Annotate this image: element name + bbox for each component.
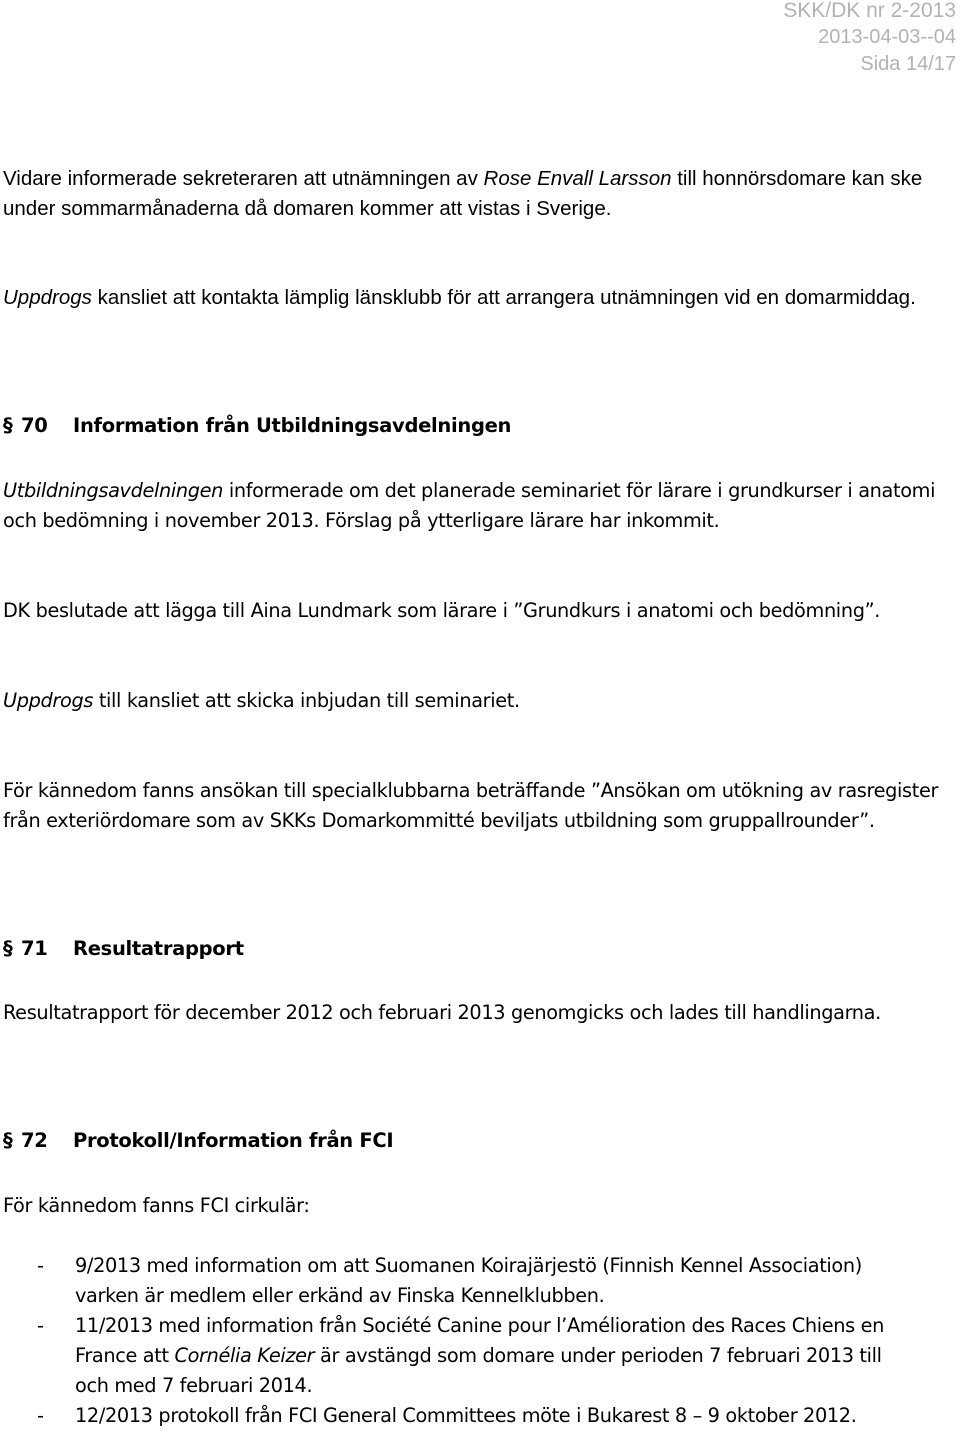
section-70-paragraph-1: [3, 476, 953, 536]
page-number: Sida 14/17: [860, 53, 956, 75]
section-number: 72: [21, 1129, 48, 1152]
intro-paragraph-1: [3, 164, 953, 224]
fci-circular-list: [3, 1251, 903, 1431]
list-item-text: 12/2013 protokoll från FCI General Committees möte i Bukarest 8 – 9 oktober 2012.: [75, 1404, 857, 1427]
paragraph-text: För kännedom fanns ansökan till specialklubbarna beträffande ”Ansökan om utökning av rasregister från exteriördomare som av SKKs Domarkommitté beviljats utbildning som gruppallrounder”.: [3, 779, 939, 832]
intro-text: kansliet att kontakta lämplig länsklubb för att arrangera utnämningen vid en domarmiddag.: [91, 286, 916, 309]
intro-text: Vidare informerade sekreteraren att utnämningen av: [3, 167, 484, 190]
list-item-text: 11/2013 med information från Société Canine pour l’Amélioration des Races Chiens en France att: [75, 1314, 884, 1367]
intro-paragraph-2: [3, 283, 953, 313]
section-number: 70: [21, 414, 48, 437]
paragraph-text: till kansliet att skicka inbjudan till seminariet.: [93, 689, 520, 712]
paragraph-text: För kännedom fanns FCI cirkulär:: [3, 1194, 310, 1217]
document-reference: SKK/DK nr 2-2013: [783, 0, 956, 22]
intro-text: till honnörsdomare kan ske under sommarmånaderna då domaren kommer att vistas i Sverige.: [3, 167, 923, 220]
section-70-paragraph-3: [3, 686, 953, 716]
list-item: [3, 1311, 903, 1401]
list-dash: -: [37, 1314, 44, 1337]
section-71-heading: [3, 934, 953, 964]
section-sign: §: [3, 1129, 13, 1152]
section-number: 71: [21, 937, 48, 960]
list-item: [3, 1251, 903, 1311]
list-dash: -: [37, 1254, 44, 1277]
paragraph-text: Resultatrapport för december 2012 och februari 2013 genomgicks och lades till handlingarna.: [3, 1001, 881, 1024]
section-title: Resultatrapport: [73, 937, 244, 960]
paragraph-text: informerade om det planerade seminariet för lärare i grundkurser i anatomi och bedömning i november 2013. Förslag på ytterligare lärare har inkommit.: [3, 479, 936, 532]
person-name: Cornélia Keizer: [174, 1344, 315, 1367]
section-sign: §: [3, 937, 13, 960]
section-72-heading: [3, 1126, 953, 1156]
section-71-paragraph: [3, 998, 953, 1028]
meeting-date: 2013-04-03--04: [818, 26, 956, 48]
section-70-heading: [3, 411, 953, 441]
section-72-intro: [3, 1191, 953, 1221]
list-item-text: 9/2013 med information om att Suomanen Koirajärjestö (Finnish Kennel Association) varken är medlem eller erkänd av Finska Kennelklubben.: [75, 1254, 862, 1307]
list-item-text: är avstängd som domare under perioden 7 februari 2013 till och med 7 februari 2014.: [75, 1344, 882, 1397]
section-70-paragraph-2: [3, 596, 953, 626]
section-title: Protokoll/Information från FCI: [73, 1129, 394, 1152]
action-lead: Uppdrogs: [3, 689, 94, 712]
list-dash: -: [37, 1404, 44, 1427]
action-lead: Uppdrogs: [3, 286, 92, 309]
section-title: Information från Utbildningsavdelningen: [73, 414, 512, 437]
list-item: [3, 1401, 903, 1431]
paragraph-text: DK beslutade att lägga till Aina Lundmark som lärare i ”Grundkurs i anatomi och bedömning”.: [3, 599, 880, 622]
department-name: Utbildningsavdelningen: [3, 479, 224, 502]
section-sign: §: [3, 414, 13, 437]
section-70-paragraph-4: [3, 776, 953, 836]
page-header: [783, 0, 956, 78]
person-name: Rose Envall Larsson: [483, 167, 672, 190]
